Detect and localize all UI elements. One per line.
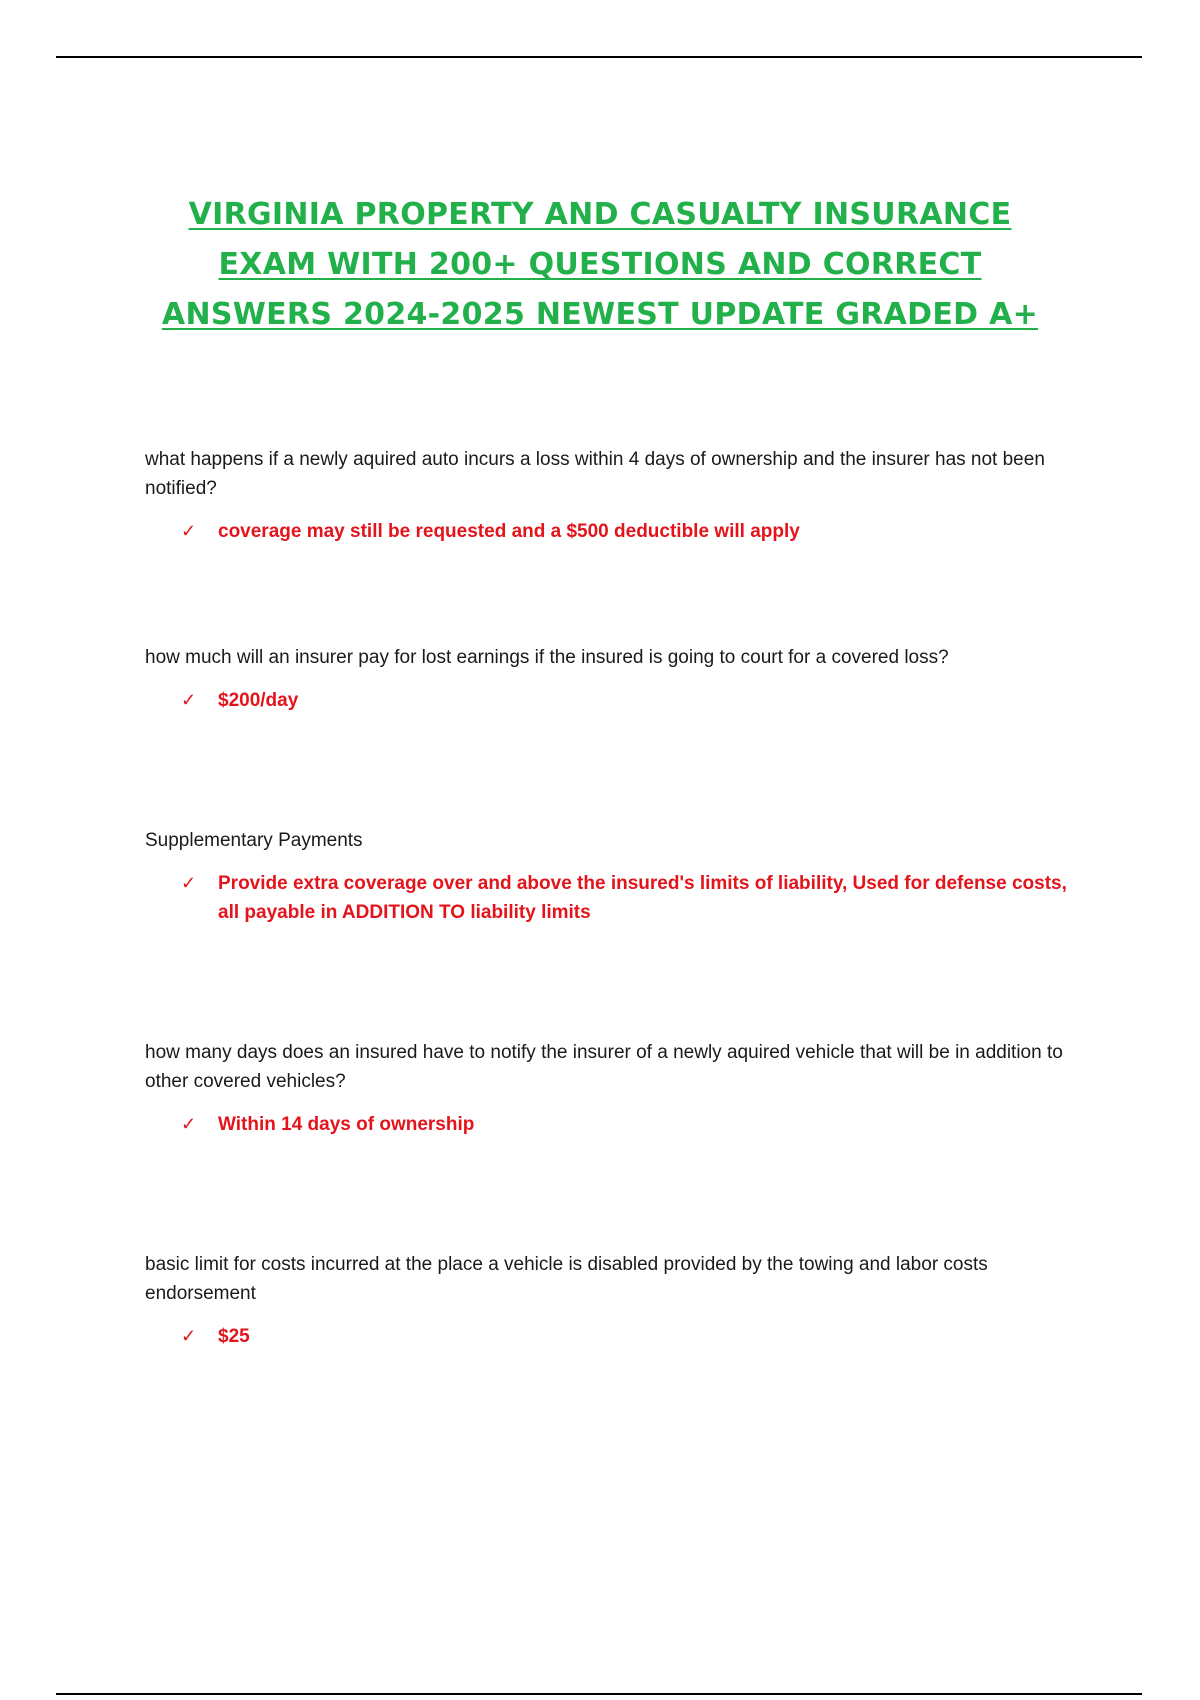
bottom-rule [56,1693,1142,1695]
answer-text-row [145,1322,1085,1351]
qa-item [145,445,1085,546]
question-text: what happens if a newly aquired auto incurs a loss within 4 days of ownership and the insurer has not been notified? [145,449,1045,499]
answer-text: $25 [218,1326,250,1347]
check-mark-icon: ✓ [181,873,197,893]
qa-item [145,826,1085,927]
answer-text-row [145,517,1085,546]
check-mark-icon: ✓ [181,521,197,541]
check-mark-icon: ✓ [181,1326,197,1346]
answer-text: Within 14 days of ownership [218,1114,475,1135]
question-text: how much will an insurer pay for lost earnings if the insured is going to court for a covered loss? [145,647,949,668]
question-text: Supplementary Payments [145,830,363,851]
answer-text-row [145,686,1085,715]
check-mark-icon: ✓ [181,690,197,710]
answer-text: $200/day [218,690,299,711]
check-mark-icon: ✓ [181,1114,197,1134]
top-rule [56,56,1142,58]
qa-item [145,1250,1085,1351]
document-title: VIRGINIA PROPERTY AND CASUALTY INSURANCE EXAM WITH 200+ QUESTIONS AND CORRECT ANSWERS 2024-2025 NEWEST UPDATE GRADED A+ [161,197,1039,332]
qa-item [145,643,1085,715]
answer-text-row [145,1110,1085,1139]
qa-list [145,445,1085,1351]
question-text: basic limit for costs incurred at the place a vehicle is disabled provided by the towing and labor costs endorsement [145,1254,988,1304]
answer-text: Provide extra coverage over and above the insured's limits of liability, Used for defense costs, all payable in ADDITION TO liability limits [218,873,1067,923]
answer-text-row [145,869,1085,927]
question-text: how many days does an insured have to notify the insurer of a newly aquired vehicle that will be in addition to other covered vehicles? [145,1042,1063,1092]
answer-text: coverage may still be requested and a $500 deductible will apply [218,521,800,542]
qa-item [145,1038,1085,1139]
